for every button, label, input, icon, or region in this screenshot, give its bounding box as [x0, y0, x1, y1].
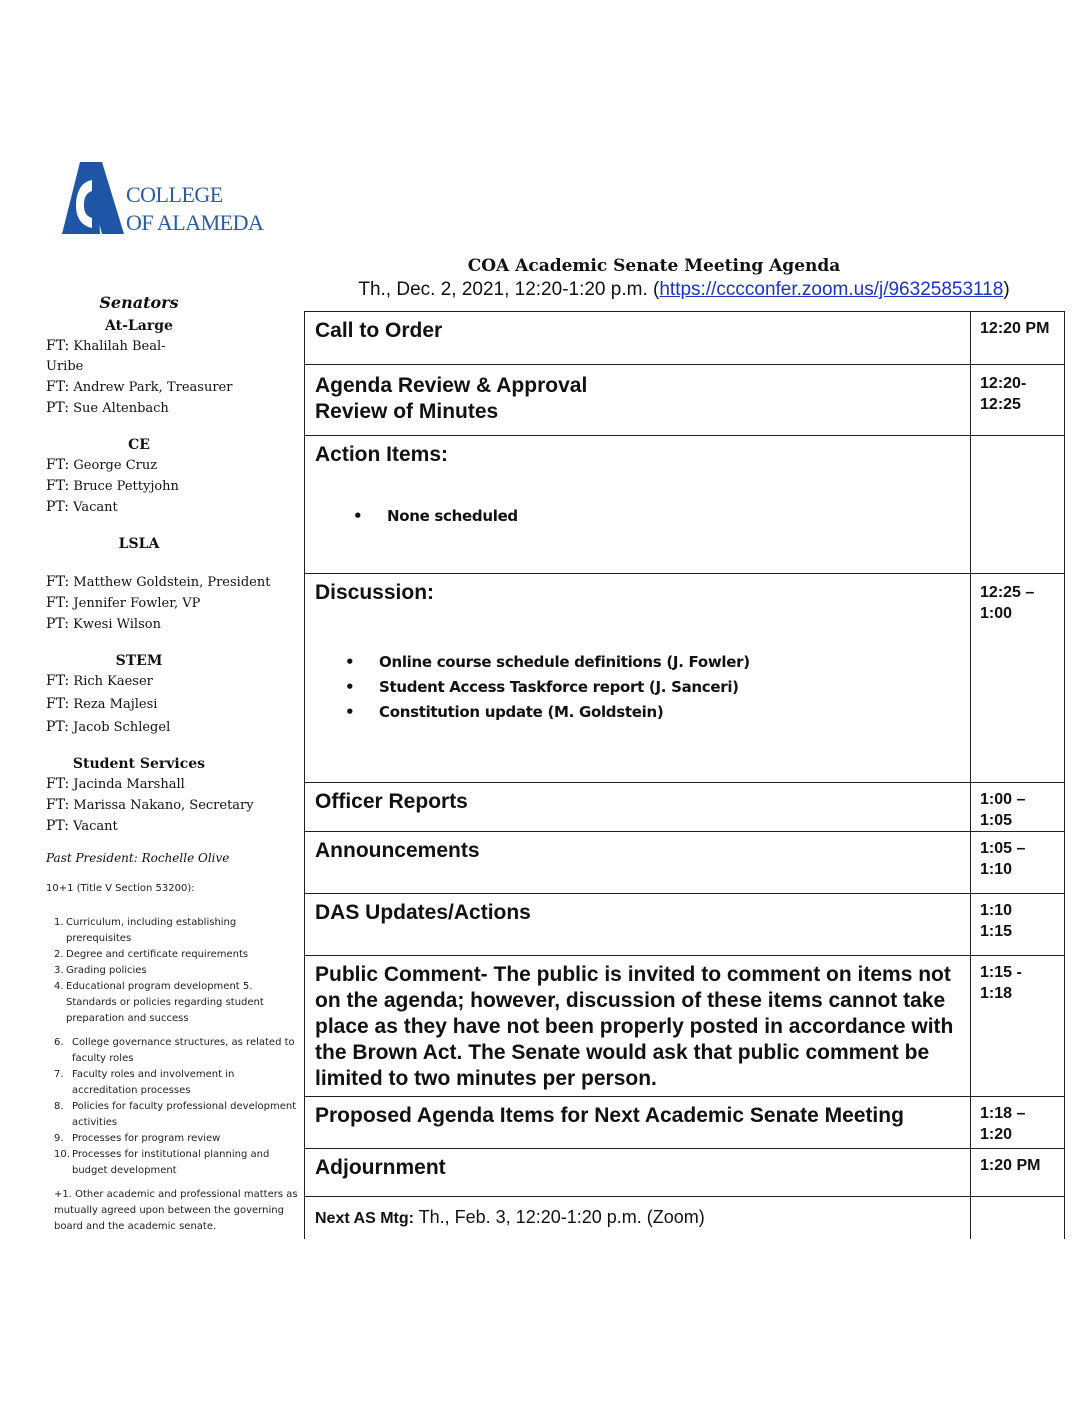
logo-line-2: OF ALAMEDA [126, 210, 264, 235]
table-row [305, 312, 1065, 365]
agenda-item-title: Officer Reports [315, 790, 468, 813]
table-row [305, 436, 1065, 574]
member: PT: Kwesi Wilson [46, 616, 161, 632]
member: Uribe [46, 359, 84, 374]
group-lsla [46, 534, 304, 635]
member: FT: Jacinda Marshall [46, 776, 185, 792]
member: FT: Khalilah Beal- [46, 338, 166, 354]
agenda-item-time: 1:10 1:15 [971, 894, 1065, 956]
group-stem [46, 651, 304, 738]
group-title: At-Large [105, 318, 173, 334]
plus-one-item: +1. Other academic and professional matters as mutually agreed upon between the governing board and the academic senate. [54, 1189, 298, 1232]
zoom-meeting-link[interactable]: https://cccconfer.zoom.us/j/96325853118 [659, 279, 1004, 300]
agenda-item-time: 1:15 - 1:18 [971, 956, 1065, 1097]
agenda-item-time: 12:25 – 1:00 [971, 574, 1065, 783]
ten-plus-one-items-a [46, 915, 304, 1027]
discussion-items-list [315, 650, 960, 725]
table-row [305, 365, 1065, 436]
agenda-item-title: Call to Order [315, 319, 443, 342]
table-row [305, 1149, 1065, 1197]
list-item: • Constitution update (M. Goldstein) [315, 700, 960, 725]
agenda-item-time: 1:05 – 1:10 [971, 832, 1065, 894]
list-item: 2. Degree and certificate requirements [54, 949, 249, 960]
list-item: 7. Faculty roles and involvement in accreditation processes [54, 1069, 235, 1096]
college-logo [62, 160, 272, 238]
next-meeting: Next AS Mtg: Th., Feb. 3, 12:20-1:20 p.m. (Zoom) [315, 1207, 705, 1227]
agenda-item-time: 12:20- 12:25 [971, 365, 1065, 436]
agenda-item-time: 1:00 – 1:05 [971, 783, 1065, 832]
table-row [305, 956, 1065, 1097]
list-item: • None scheduled [315, 504, 960, 529]
group-ce [46, 435, 304, 518]
member: FT: Jennifer Fowler, VP [46, 595, 201, 611]
ten-plus-one-list [46, 881, 304, 1235]
list-item: 1. Curriculum, including establishing prerequisites [54, 917, 237, 944]
senators-sidebar [46, 293, 304, 1235]
list-item: 3. Grading policies [54, 965, 147, 976]
group-title: Student Services [72, 756, 206, 772]
action-items-list [315, 504, 960, 529]
group-title: LSLA [118, 536, 160, 552]
table-row [305, 1097, 1065, 1149]
logo-line-1: COLLEGE [126, 182, 223, 207]
college-a-logo-icon [62, 160, 124, 236]
group-student-services [46, 754, 304, 837]
agenda-table [304, 311, 1065, 1239]
past-president: Past President: Rochelle Olive [46, 851, 230, 865]
agenda-item-time: 1:18 – 1:20 [971, 1097, 1065, 1149]
member: FT: Reza Majlesi [46, 696, 158, 712]
agenda-item-subtitle: Review of Minutes [315, 400, 499, 423]
list-item: 9. Processes for program review [54, 1133, 221, 1144]
member: FT: Marissa Nakano, Secretary [46, 797, 254, 813]
member: PT: Sue Altenbach [46, 400, 169, 416]
agenda-item-title: DAS Updates/Actions [315, 901, 531, 924]
agenda-item-time: 1:20 PM [971, 1149, 1065, 1197]
table-row [305, 783, 1065, 832]
member: PT: Jacob Schlegel [46, 719, 171, 735]
list-item: 10. Processes for institutional planning and budget development [54, 1149, 270, 1176]
agenda-item-time [971, 436, 1065, 574]
list-item: 6. College governance structures, as related to faculty roles [54, 1037, 295, 1064]
table-row [305, 894, 1065, 956]
agenda-item-title: Proposed Agenda Items for Next Academic Senate Meeting [315, 1104, 904, 1127]
meeting-date-time: Th., Dec. 2, 2021, 12:20-1:20 p.m. (https://cccconfer.zoom.us/j/96325853118) [358, 279, 1010, 300]
member: PT: Vacant [46, 818, 118, 834]
public-comment-text: Public Comment- The public is invited to comment on items not on the agenda; however, discussion of these items cannot take place as they have not been properly posted in accordance with the Brown Act. The Senate would ask that public comment be limited to two minutes per person. [315, 963, 954, 1090]
member: FT: Bruce Pettyjohn [46, 478, 179, 494]
list-item: • Online course schedule definitions (J. Fowler) [315, 650, 960, 675]
member: FT: George Cruz [46, 457, 158, 473]
table-row [305, 1197, 1065, 1239]
member: PT: Vacant [46, 499, 118, 515]
group-title: CE [128, 437, 150, 453]
group-at-large [46, 316, 304, 419]
document-title: COA Academic Senate Meeting Agenda [467, 256, 841, 276]
member: FT: Andrew Park, Treasurer [46, 379, 233, 395]
group-title: STEM [115, 653, 163, 669]
ten-plus-one-items-b [46, 1035, 304, 1179]
list-item: 8. Policies for faculty professional development activities [54, 1101, 297, 1128]
agenda-item-time: 12:20 PM [971, 312, 1065, 365]
member: FT: Matthew Goldstein, President [46, 574, 271, 590]
agenda-item-title: Discussion: [315, 581, 435, 604]
list-item: • Student Access Taskforce report (J. Sanceri) [315, 675, 960, 700]
agenda-item-title: Agenda Review & Approval [315, 374, 588, 397]
member: FT: Rich Kaeser [46, 673, 153, 689]
agenda-item-title: Adjournment [315, 1156, 446, 1179]
table-row [305, 832, 1065, 894]
list-item: 4. Educational program development 5. Standards or policies regarding student preparation and success [54, 981, 264, 1024]
agenda-item-time [971, 1197, 1065, 1239]
agenda-item-title: Announcements [315, 839, 480, 862]
senators-heading: Senators [99, 293, 179, 312]
ten-plus-one-heading: 10+1 (Title V Section 53200): [46, 883, 195, 894]
agenda-item-title: Action Items: [315, 443, 449, 466]
table-row [305, 574, 1065, 783]
